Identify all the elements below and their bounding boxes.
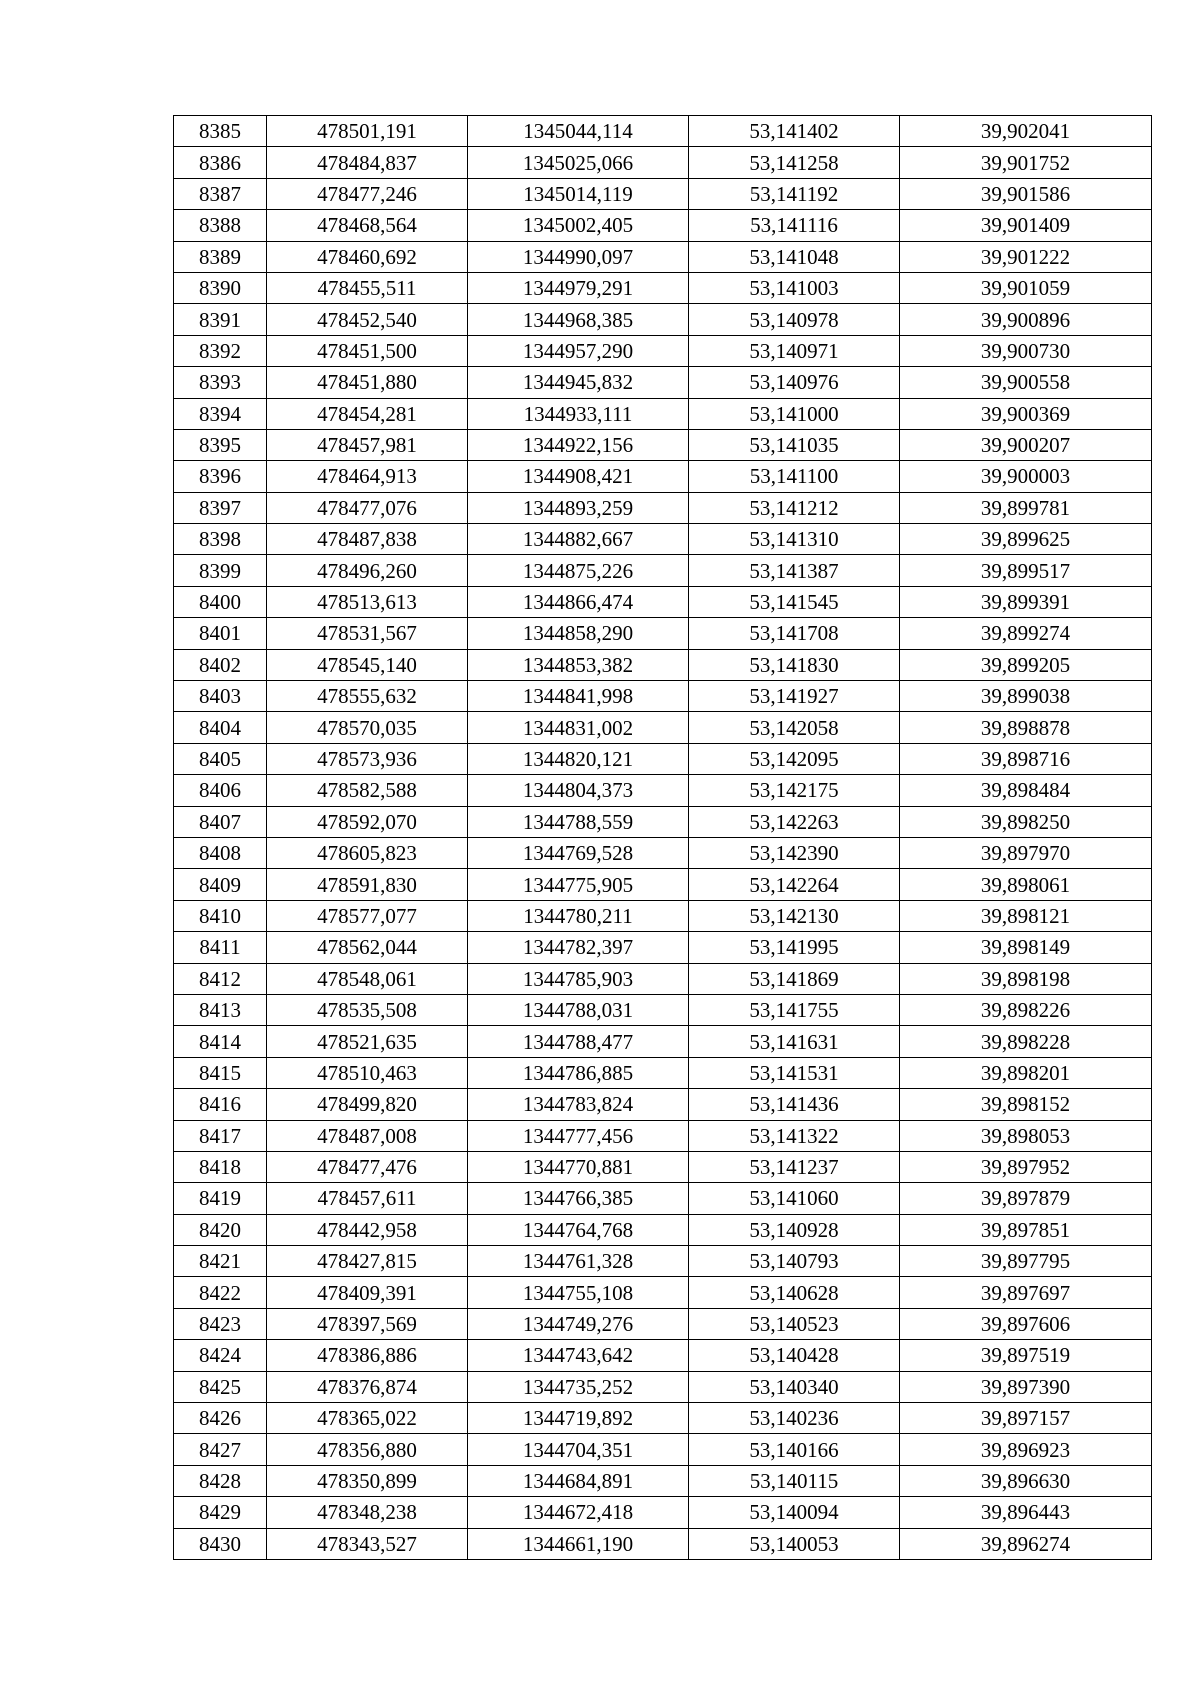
point-number-cell: 8402 bbox=[174, 649, 267, 680]
table-row bbox=[174, 524, 1152, 555]
x-coordinate-cell: 478409,391 bbox=[267, 1277, 468, 1308]
table-row bbox=[174, 367, 1152, 398]
point-number-cell: 8398 bbox=[174, 524, 267, 555]
y-coordinate-cell: 1344755,108 bbox=[468, 1277, 689, 1308]
latitude-cell: 53,140236 bbox=[689, 1403, 900, 1434]
y-coordinate-cell: 1344858,290 bbox=[468, 618, 689, 649]
latitude-cell: 53,141116 bbox=[689, 210, 900, 241]
point-number-cell: 8413 bbox=[174, 994, 267, 1025]
x-coordinate-cell: 478455,511 bbox=[267, 272, 468, 303]
longitude-cell: 39,902041 bbox=[900, 116, 1152, 147]
x-coordinate-cell: 478451,880 bbox=[267, 367, 468, 398]
longitude-cell: 39,900369 bbox=[900, 398, 1152, 429]
point-number-cell: 8421 bbox=[174, 1246, 267, 1277]
latitude-cell: 53,142263 bbox=[689, 806, 900, 837]
longitude-cell: 39,897606 bbox=[900, 1308, 1152, 1339]
y-coordinate-cell: 1344719,892 bbox=[468, 1403, 689, 1434]
x-coordinate-cell: 478573,936 bbox=[267, 743, 468, 774]
coordinates-table bbox=[173, 115, 1152, 1560]
x-coordinate-cell: 478427,815 bbox=[267, 1246, 468, 1277]
table-row bbox=[174, 147, 1152, 178]
latitude-cell: 53,141927 bbox=[689, 681, 900, 712]
latitude-cell: 53,141100 bbox=[689, 461, 900, 492]
x-coordinate-cell: 478343,527 bbox=[267, 1528, 468, 1559]
table-row bbox=[174, 1277, 1152, 1308]
table-row bbox=[174, 1089, 1152, 1120]
y-coordinate-cell: 1344820,121 bbox=[468, 743, 689, 774]
longitude-cell: 39,897851 bbox=[900, 1214, 1152, 1245]
y-coordinate-cell: 1344922,156 bbox=[468, 429, 689, 460]
latitude-cell: 53,140978 bbox=[689, 304, 900, 335]
longitude-cell: 39,897795 bbox=[900, 1246, 1152, 1277]
latitude-cell: 53,141869 bbox=[689, 963, 900, 994]
latitude-cell: 53,141003 bbox=[689, 272, 900, 303]
longitude-cell: 39,898201 bbox=[900, 1057, 1152, 1088]
y-coordinate-cell: 1344979,291 bbox=[468, 272, 689, 303]
latitude-cell: 53,140428 bbox=[689, 1340, 900, 1371]
longitude-cell: 39,900896 bbox=[900, 304, 1152, 335]
longitude-cell: 39,898149 bbox=[900, 932, 1152, 963]
latitude-cell: 53,141237 bbox=[689, 1151, 900, 1182]
y-coordinate-cell: 1344775,905 bbox=[468, 869, 689, 900]
latitude-cell: 53,141000 bbox=[689, 398, 900, 429]
point-number-cell: 8389 bbox=[174, 241, 267, 272]
latitude-cell: 53,141531 bbox=[689, 1057, 900, 1088]
x-coordinate-cell: 478548,061 bbox=[267, 963, 468, 994]
longitude-cell: 39,898152 bbox=[900, 1089, 1152, 1120]
table-row bbox=[174, 712, 1152, 743]
point-number-cell: 8385 bbox=[174, 116, 267, 147]
table-row bbox=[174, 555, 1152, 586]
x-coordinate-cell: 478457,611 bbox=[267, 1183, 468, 1214]
table-row bbox=[174, 932, 1152, 963]
x-coordinate-cell: 478348,238 bbox=[267, 1497, 468, 1528]
longitude-cell: 39,900207 bbox=[900, 429, 1152, 460]
y-coordinate-cell: 1345014,119 bbox=[468, 178, 689, 209]
x-coordinate-cell: 478397,569 bbox=[267, 1308, 468, 1339]
latitude-cell: 53,140793 bbox=[689, 1246, 900, 1277]
latitude-cell: 53,141830 bbox=[689, 649, 900, 680]
x-coordinate-cell: 478545,140 bbox=[267, 649, 468, 680]
latitude-cell: 53,141436 bbox=[689, 1089, 900, 1120]
table-row bbox=[174, 272, 1152, 303]
table-row bbox=[174, 1403, 1152, 1434]
point-number-cell: 8417 bbox=[174, 1120, 267, 1151]
longitude-cell: 39,899038 bbox=[900, 681, 1152, 712]
longitude-cell: 39,901409 bbox=[900, 210, 1152, 241]
x-coordinate-cell: 478535,508 bbox=[267, 994, 468, 1025]
table-row bbox=[174, 461, 1152, 492]
point-number-cell: 8408 bbox=[174, 837, 267, 868]
table-row bbox=[174, 398, 1152, 429]
longitude-cell: 39,898198 bbox=[900, 963, 1152, 994]
latitude-cell: 53,140166 bbox=[689, 1434, 900, 1465]
x-coordinate-cell: 478582,588 bbox=[267, 775, 468, 806]
longitude-cell: 39,901586 bbox=[900, 178, 1152, 209]
x-coordinate-cell: 478592,070 bbox=[267, 806, 468, 837]
latitude-cell: 53,142095 bbox=[689, 743, 900, 774]
y-coordinate-cell: 1344777,456 bbox=[468, 1120, 689, 1151]
y-coordinate-cell: 1344735,252 bbox=[468, 1371, 689, 1402]
x-coordinate-cell: 478477,076 bbox=[267, 492, 468, 523]
latitude-cell: 53,141322 bbox=[689, 1120, 900, 1151]
x-coordinate-cell: 478442,958 bbox=[267, 1214, 468, 1245]
point-number-cell: 8410 bbox=[174, 900, 267, 931]
table-row bbox=[174, 241, 1152, 272]
longitude-cell: 39,899274 bbox=[900, 618, 1152, 649]
y-coordinate-cell: 1344990,097 bbox=[468, 241, 689, 272]
point-number-cell: 8409 bbox=[174, 869, 267, 900]
x-coordinate-cell: 478496,260 bbox=[267, 555, 468, 586]
x-coordinate-cell: 478513,613 bbox=[267, 586, 468, 617]
y-coordinate-cell: 1344704,351 bbox=[468, 1434, 689, 1465]
point-number-cell: 8414 bbox=[174, 1026, 267, 1057]
y-coordinate-cell: 1344804,373 bbox=[468, 775, 689, 806]
latitude-cell: 53,142175 bbox=[689, 775, 900, 806]
latitude-cell: 53,140094 bbox=[689, 1497, 900, 1528]
longitude-cell: 39,899517 bbox=[900, 555, 1152, 586]
y-coordinate-cell: 1344957,290 bbox=[468, 335, 689, 366]
x-coordinate-cell: 478501,191 bbox=[267, 116, 468, 147]
longitude-cell: 39,898226 bbox=[900, 994, 1152, 1025]
x-coordinate-cell: 478531,567 bbox=[267, 618, 468, 649]
y-coordinate-cell: 1344933,111 bbox=[468, 398, 689, 429]
y-coordinate-cell: 1344749,276 bbox=[468, 1308, 689, 1339]
longitude-cell: 39,897879 bbox=[900, 1183, 1152, 1214]
y-coordinate-cell: 1344782,397 bbox=[468, 932, 689, 963]
latitude-cell: 53,140628 bbox=[689, 1277, 900, 1308]
table-row bbox=[174, 1371, 1152, 1402]
x-coordinate-cell: 478555,632 bbox=[267, 681, 468, 712]
x-coordinate-cell: 478464,913 bbox=[267, 461, 468, 492]
point-number-cell: 8395 bbox=[174, 429, 267, 460]
point-number-cell: 8392 bbox=[174, 335, 267, 366]
latitude-cell: 53,141755 bbox=[689, 994, 900, 1025]
y-coordinate-cell: 1344875,226 bbox=[468, 555, 689, 586]
x-coordinate-cell: 478356,880 bbox=[267, 1434, 468, 1465]
x-coordinate-cell: 478570,035 bbox=[267, 712, 468, 743]
point-number-cell: 8429 bbox=[174, 1497, 267, 1528]
table-row bbox=[174, 1434, 1152, 1465]
longitude-cell: 39,898053 bbox=[900, 1120, 1152, 1151]
x-coordinate-cell: 478477,246 bbox=[267, 178, 468, 209]
longitude-cell: 39,898484 bbox=[900, 775, 1152, 806]
table-row bbox=[174, 681, 1152, 712]
x-coordinate-cell: 478452,540 bbox=[267, 304, 468, 335]
table-row bbox=[174, 900, 1152, 931]
latitude-cell: 53,142130 bbox=[689, 900, 900, 931]
y-coordinate-cell: 1344866,474 bbox=[468, 586, 689, 617]
table-row bbox=[174, 210, 1152, 241]
point-number-cell: 8412 bbox=[174, 963, 267, 994]
y-coordinate-cell: 1344770,881 bbox=[468, 1151, 689, 1182]
latitude-cell: 53,141048 bbox=[689, 241, 900, 272]
table-row bbox=[174, 869, 1152, 900]
table-row bbox=[174, 304, 1152, 335]
table-row bbox=[174, 994, 1152, 1025]
point-number-cell: 8403 bbox=[174, 681, 267, 712]
table-row bbox=[174, 775, 1152, 806]
table-row bbox=[174, 178, 1152, 209]
x-coordinate-cell: 478454,281 bbox=[267, 398, 468, 429]
point-number-cell: 8427 bbox=[174, 1434, 267, 1465]
longitude-cell: 39,901059 bbox=[900, 272, 1152, 303]
x-coordinate-cell: 478451,500 bbox=[267, 335, 468, 366]
point-number-cell: 8424 bbox=[174, 1340, 267, 1371]
latitude-cell: 53,142390 bbox=[689, 837, 900, 868]
y-coordinate-cell: 1344945,832 bbox=[468, 367, 689, 398]
latitude-cell: 53,140053 bbox=[689, 1528, 900, 1559]
x-coordinate-cell: 478376,874 bbox=[267, 1371, 468, 1402]
y-coordinate-cell: 1345025,066 bbox=[468, 147, 689, 178]
x-coordinate-cell: 478487,008 bbox=[267, 1120, 468, 1151]
y-coordinate-cell: 1344785,903 bbox=[468, 963, 689, 994]
table-row bbox=[174, 1308, 1152, 1339]
table-row bbox=[174, 1183, 1152, 1214]
latitude-cell: 53,142058 bbox=[689, 712, 900, 743]
table-row bbox=[174, 1465, 1152, 1496]
x-coordinate-cell: 478365,022 bbox=[267, 1403, 468, 1434]
table-row bbox=[174, 1246, 1152, 1277]
y-coordinate-cell: 1344831,002 bbox=[468, 712, 689, 743]
latitude-cell: 53,141212 bbox=[689, 492, 900, 523]
table-row bbox=[174, 1120, 1152, 1151]
point-number-cell: 8394 bbox=[174, 398, 267, 429]
point-number-cell: 8401 bbox=[174, 618, 267, 649]
point-number-cell: 8405 bbox=[174, 743, 267, 774]
point-number-cell: 8422 bbox=[174, 1277, 267, 1308]
longitude-cell: 39,898228 bbox=[900, 1026, 1152, 1057]
table-row bbox=[174, 743, 1152, 774]
longitude-cell: 39,896923 bbox=[900, 1434, 1152, 1465]
longitude-cell: 39,899781 bbox=[900, 492, 1152, 523]
x-coordinate-cell: 478350,899 bbox=[267, 1465, 468, 1496]
x-coordinate-cell: 478499,820 bbox=[267, 1089, 468, 1120]
latitude-cell: 53,141387 bbox=[689, 555, 900, 586]
point-number-cell: 8390 bbox=[174, 272, 267, 303]
point-number-cell: 8428 bbox=[174, 1465, 267, 1496]
y-coordinate-cell: 1345044,114 bbox=[468, 116, 689, 147]
latitude-cell: 53,141035 bbox=[689, 429, 900, 460]
longitude-cell: 39,900730 bbox=[900, 335, 1152, 366]
longitude-cell: 39,897697 bbox=[900, 1277, 1152, 1308]
x-coordinate-cell: 478457,981 bbox=[267, 429, 468, 460]
table-row bbox=[174, 429, 1152, 460]
latitude-cell: 53,140523 bbox=[689, 1308, 900, 1339]
table-row bbox=[174, 1340, 1152, 1371]
x-coordinate-cell: 478562,044 bbox=[267, 932, 468, 963]
point-number-cell: 8415 bbox=[174, 1057, 267, 1088]
table-row bbox=[174, 649, 1152, 680]
longitude-cell: 39,897390 bbox=[900, 1371, 1152, 1402]
longitude-cell: 39,897519 bbox=[900, 1340, 1152, 1371]
point-number-cell: 8420 bbox=[174, 1214, 267, 1245]
latitude-cell: 53,142264 bbox=[689, 869, 900, 900]
y-coordinate-cell: 1344908,421 bbox=[468, 461, 689, 492]
longitude-cell: 39,901752 bbox=[900, 147, 1152, 178]
latitude-cell: 53,140928 bbox=[689, 1214, 900, 1245]
y-coordinate-cell: 1344661,190 bbox=[468, 1528, 689, 1559]
x-coordinate-cell: 478477,476 bbox=[267, 1151, 468, 1182]
table-row bbox=[174, 586, 1152, 617]
y-coordinate-cell: 1344672,418 bbox=[468, 1497, 689, 1528]
longitude-cell: 39,896274 bbox=[900, 1528, 1152, 1559]
longitude-cell: 39,899205 bbox=[900, 649, 1152, 680]
table-row bbox=[174, 1214, 1152, 1245]
longitude-cell: 39,897952 bbox=[900, 1151, 1152, 1182]
table-row bbox=[174, 618, 1152, 649]
x-coordinate-cell: 478521,635 bbox=[267, 1026, 468, 1057]
table-row bbox=[174, 837, 1152, 868]
table-row bbox=[174, 1026, 1152, 1057]
table-row bbox=[174, 1151, 1152, 1182]
x-coordinate-cell: 478605,823 bbox=[267, 837, 468, 868]
point-number-cell: 8391 bbox=[174, 304, 267, 335]
point-number-cell: 8404 bbox=[174, 712, 267, 743]
y-coordinate-cell: 1344788,477 bbox=[468, 1026, 689, 1057]
point-number-cell: 8406 bbox=[174, 775, 267, 806]
point-number-cell: 8419 bbox=[174, 1183, 267, 1214]
point-number-cell: 8407 bbox=[174, 806, 267, 837]
longitude-cell: 39,898716 bbox=[900, 743, 1152, 774]
latitude-cell: 53,141545 bbox=[689, 586, 900, 617]
x-coordinate-cell: 478460,692 bbox=[267, 241, 468, 272]
table-row bbox=[174, 1057, 1152, 1088]
longitude-cell: 39,897970 bbox=[900, 837, 1152, 868]
x-coordinate-cell: 478591,830 bbox=[267, 869, 468, 900]
table-row bbox=[174, 806, 1152, 837]
latitude-cell: 53,140340 bbox=[689, 1371, 900, 1402]
latitude-cell: 53,141258 bbox=[689, 147, 900, 178]
x-coordinate-cell: 478468,564 bbox=[267, 210, 468, 241]
y-coordinate-cell: 1344786,885 bbox=[468, 1057, 689, 1088]
y-coordinate-cell: 1344968,385 bbox=[468, 304, 689, 335]
longitude-cell: 39,900558 bbox=[900, 367, 1152, 398]
table-row bbox=[174, 492, 1152, 523]
y-coordinate-cell: 1344769,528 bbox=[468, 837, 689, 868]
y-coordinate-cell: 1344788,031 bbox=[468, 994, 689, 1025]
y-coordinate-cell: 1345002,405 bbox=[468, 210, 689, 241]
longitude-cell: 39,900003 bbox=[900, 461, 1152, 492]
point-number-cell: 8416 bbox=[174, 1089, 267, 1120]
y-coordinate-cell: 1344853,382 bbox=[468, 649, 689, 680]
table-row bbox=[174, 1528, 1152, 1559]
table-row bbox=[174, 335, 1152, 366]
longitude-cell: 39,896630 bbox=[900, 1465, 1152, 1496]
point-number-cell: 8423 bbox=[174, 1308, 267, 1339]
y-coordinate-cell: 1344783,824 bbox=[468, 1089, 689, 1120]
point-number-cell: 8388 bbox=[174, 210, 267, 241]
longitude-cell: 39,901222 bbox=[900, 241, 1152, 272]
longitude-cell: 39,898878 bbox=[900, 712, 1152, 743]
point-number-cell: 8425 bbox=[174, 1371, 267, 1402]
latitude-cell: 53,140115 bbox=[689, 1465, 900, 1496]
point-number-cell: 8387 bbox=[174, 178, 267, 209]
latitude-cell: 53,141708 bbox=[689, 618, 900, 649]
coordinates-table-body bbox=[174, 116, 1152, 1560]
y-coordinate-cell: 1344882,667 bbox=[468, 524, 689, 555]
table-row bbox=[174, 963, 1152, 994]
y-coordinate-cell: 1344684,891 bbox=[468, 1465, 689, 1496]
longitude-cell: 39,899625 bbox=[900, 524, 1152, 555]
latitude-cell: 53,141310 bbox=[689, 524, 900, 555]
latitude-cell: 53,141995 bbox=[689, 932, 900, 963]
y-coordinate-cell: 1344761,328 bbox=[468, 1246, 689, 1277]
x-coordinate-cell: 478510,463 bbox=[267, 1057, 468, 1088]
latitude-cell: 53,140971 bbox=[689, 335, 900, 366]
x-coordinate-cell: 478484,837 bbox=[267, 147, 468, 178]
longitude-cell: 39,898250 bbox=[900, 806, 1152, 837]
point-number-cell: 8418 bbox=[174, 1151, 267, 1182]
x-coordinate-cell: 478577,077 bbox=[267, 900, 468, 931]
point-number-cell: 8397 bbox=[174, 492, 267, 523]
longitude-cell: 39,896443 bbox=[900, 1497, 1152, 1528]
longitude-cell: 39,897157 bbox=[900, 1403, 1152, 1434]
point-number-cell: 8393 bbox=[174, 367, 267, 398]
point-number-cell: 8411 bbox=[174, 932, 267, 963]
latitude-cell: 53,141631 bbox=[689, 1026, 900, 1057]
latitude-cell: 53,140976 bbox=[689, 367, 900, 398]
x-coordinate-cell: 478487,838 bbox=[267, 524, 468, 555]
x-coordinate-cell: 478386,886 bbox=[267, 1340, 468, 1371]
y-coordinate-cell: 1344841,998 bbox=[468, 681, 689, 712]
point-number-cell: 8386 bbox=[174, 147, 267, 178]
y-coordinate-cell: 1344764,768 bbox=[468, 1214, 689, 1245]
point-number-cell: 8396 bbox=[174, 461, 267, 492]
longitude-cell: 39,898121 bbox=[900, 900, 1152, 931]
y-coordinate-cell: 1344893,259 bbox=[468, 492, 689, 523]
point-number-cell: 8399 bbox=[174, 555, 267, 586]
longitude-cell: 39,899391 bbox=[900, 586, 1152, 617]
latitude-cell: 53,141060 bbox=[689, 1183, 900, 1214]
point-number-cell: 8400 bbox=[174, 586, 267, 617]
table-row bbox=[174, 1497, 1152, 1528]
y-coordinate-cell: 1344743,642 bbox=[468, 1340, 689, 1371]
latitude-cell: 53,141402 bbox=[689, 116, 900, 147]
point-number-cell: 8430 bbox=[174, 1528, 267, 1559]
y-coordinate-cell: 1344766,385 bbox=[468, 1183, 689, 1214]
y-coordinate-cell: 1344780,211 bbox=[468, 900, 689, 931]
table-row bbox=[174, 116, 1152, 147]
longitude-cell: 39,898061 bbox=[900, 869, 1152, 900]
y-coordinate-cell: 1344788,559 bbox=[468, 806, 689, 837]
latitude-cell: 53,141192 bbox=[689, 178, 900, 209]
point-number-cell: 8426 bbox=[174, 1403, 267, 1434]
